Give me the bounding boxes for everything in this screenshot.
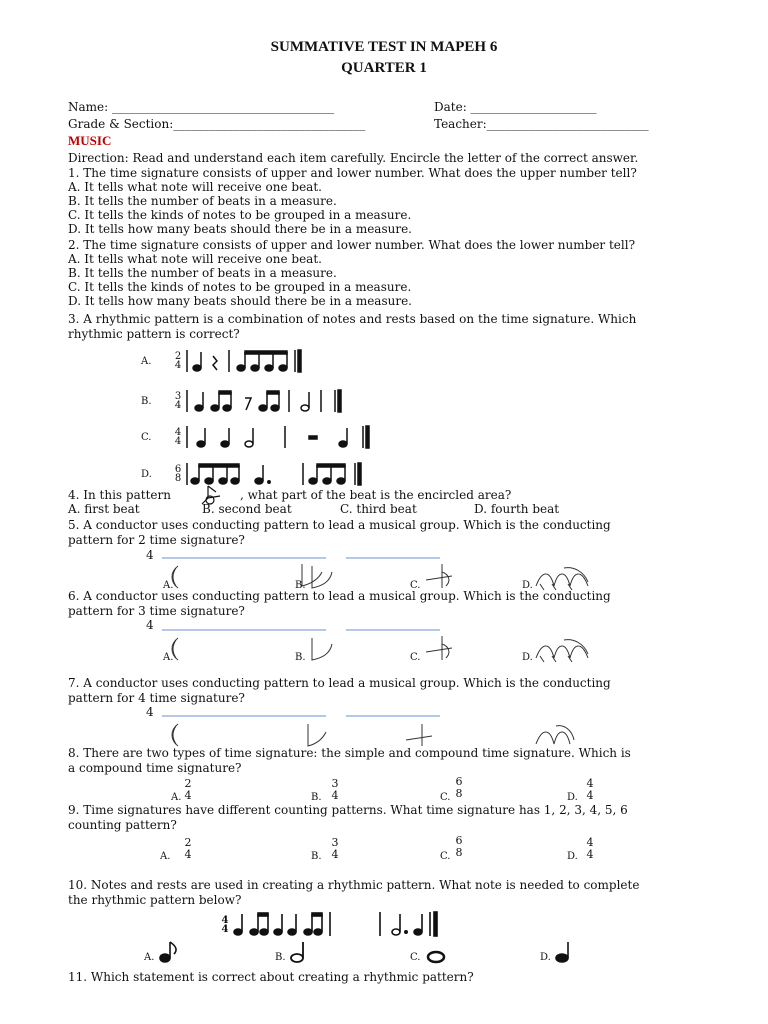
q6-option-b[interactable]: B.: [295, 652, 306, 663]
question-9: 9. Time signatures have different counting patterns. What time signature has 1, 2, 3, 4, 5, 6: [68, 803, 628, 817]
question-6: 6. A conductor uses conducting pattern to lead a musical group. Which is the conducting: [68, 589, 611, 603]
q7-four: 4: [146, 705, 154, 719]
q5-option-c[interactable]: C.: [410, 580, 421, 591]
page-subtitle: QUARTER 1: [341, 60, 427, 76]
q5-option-d[interactable]: D.: [522, 580, 533, 591]
question-5: 5. A conductor uses conducting pattern to lead a musical group. Which is the conducting: [68, 518, 611, 532]
section-heading: MUSIC: [68, 133, 112, 148]
q5-option-b[interactable]: B.: [295, 580, 306, 591]
q10-option-b[interactable]: B.: [275, 952, 286, 963]
q3-a-time-signature: 2 4: [174, 351, 182, 371]
question-4: 4. In this pattern: [68, 488, 171, 502]
q6-c-conducting-icon: [422, 634, 458, 664]
q3-b-time-signature: 3 4: [174, 391, 182, 411]
q8-a-time-signature: 2 4: [184, 777, 192, 802]
q3-option-b[interactable]: B.: [141, 396, 152, 407]
question-10-cont: the rhythmic pattern below?: [68, 893, 242, 907]
q8-option-c[interactable]: C.: [440, 792, 451, 803]
q1-option-c[interactable]: C. It tells the kinds of notes to be grouped in a measure.: [68, 208, 412, 222]
q4-option-b[interactable]: B. second beat: [202, 502, 292, 516]
q3-b-rhythm-icon: [185, 388, 365, 414]
q3-option-a[interactable]: A.: [141, 356, 152, 367]
q1-option-d[interactable]: D. It tells how many beats should there be in a measure.: [68, 222, 412, 236]
question-1: 1. The time signature consists of upper and lower number. What does the upper number tell?: [68, 166, 637, 180]
quarter-note-icon: [554, 940, 578, 964]
question-10: 10. Notes and rests are used in creating a rhythmic pattern. What note is needed to complete: [68, 878, 640, 892]
q4-option-d[interactable]: D. fourth beat: [474, 502, 560, 516]
question-8-cont: a compound time signature?: [68, 761, 242, 775]
q6-option-a[interactable]: A.: [163, 652, 174, 663]
q3-c-rhythm-icon: [185, 424, 385, 450]
q3-a-rhythm-icon: [185, 348, 335, 374]
q5-option-a[interactable]: A.: [163, 580, 174, 591]
question-3: 3. A rhythmic pattern is a combination of notes and rests based on the time signature. Which: [68, 312, 637, 326]
q9-option-c[interactable]: C.: [440, 851, 451, 862]
q5-four: 4: [146, 548, 154, 562]
q10-option-d[interactable]: D.: [540, 952, 551, 963]
q9-option-a[interactable]: A.: [160, 851, 171, 862]
q9-c-time-signature: 6 8: [455, 834, 463, 859]
q8-d-time-signature: 4 4: [586, 777, 594, 802]
q6-option-d[interactable]: D.: [522, 652, 533, 663]
q8-b-time-signature: 3 4: [331, 777, 339, 802]
question-3-cont: rhythmic pattern is correct?: [68, 327, 240, 341]
q3-option-c[interactable]: C.: [141, 432, 152, 443]
name-field[interactable]: Name: _____________________________________: [68, 100, 334, 114]
q6-d-conducting-icon: [534, 636, 594, 664]
question-6-cont: pattern for 3 time signature?: [68, 604, 245, 618]
q4-option-c[interactable]: C. third beat: [340, 502, 417, 516]
question-9-cont: counting pattern?: [68, 818, 177, 832]
q9-a-time-signature: 2 4: [184, 836, 192, 861]
q9-b-time-signature: 3 4: [331, 836, 339, 861]
q10-option-c[interactable]: C.: [410, 952, 421, 963]
question-4-cont: , what part of the beat is the encircled area?: [240, 488, 512, 502]
q3-d-time-signature: 6 8: [174, 464, 182, 484]
q1-option-a[interactable]: A. It tells what note will receive one beat.: [68, 180, 322, 194]
date-field[interactable]: Date: _____________________: [434, 100, 597, 114]
q8-c-time-signature: 6 8: [455, 775, 463, 800]
q9-option-b[interactable]: B.: [311, 851, 322, 862]
q2-option-b[interactable]: B. It tells the number of beats in a measure.: [68, 266, 337, 280]
page-title: SUMMATIVE TEST IN MAPEH 6: [270, 39, 498, 55]
q10-rhythm-icon: [232, 910, 452, 938]
q9-option-d[interactable]: D.: [567, 851, 578, 862]
q5-b-conducting-icon: [308, 564, 336, 592]
eighth-note-icon: [158, 940, 182, 964]
question-5-cont: pattern for 2 time signature?: [68, 533, 245, 547]
q5-d-conducting-icon: [534, 564, 594, 592]
q10-time-signature: 4 4: [221, 915, 229, 935]
q4-option-a[interactable]: A. first beat: [68, 502, 140, 516]
q5-c-conducting-icon: [422, 562, 458, 592]
q6-four: 4: [146, 618, 154, 632]
question-8: 8. There are two types of time signature: the simple and compound time signature. Which is: [68, 746, 631, 760]
grade-section-field[interactable]: Grade & Section:________________________________: [68, 117, 366, 131]
q6-b-conducting-icon: [308, 636, 336, 664]
q2-option-c[interactable]: C. It tells the kinds of notes to be grouped in a measure.: [68, 280, 412, 294]
whole-note-icon: [426, 950, 450, 964]
q3-option-d[interactable]: D.: [141, 469, 152, 480]
question-7: 7. A conductor uses conducting pattern to lead a musical group. Which is the conducting: [68, 676, 611, 690]
question-11: 11. Which statement is correct about creating a rhythmic pattern?: [68, 970, 474, 984]
q1-option-b[interactable]: B. It tells the number of beats in a measure.: [68, 194, 337, 208]
q8-option-d[interactable]: D.: [567, 792, 578, 803]
question-2: 2. The time signature consists of upper and lower number. What does the lower number tell?: [68, 238, 635, 252]
q8-option-a[interactable]: A.: [171, 792, 182, 803]
q6-option-c[interactable]: C.: [410, 652, 421, 663]
q10-option-a[interactable]: A.: [144, 952, 155, 963]
q7-conducting-patterns-icon: [160, 710, 580, 750]
q9-d-time-signature: 4 4: [586, 836, 594, 861]
q8-option-b[interactable]: B.: [311, 792, 322, 803]
teacher-field[interactable]: Teacher:___________________________: [434, 117, 649, 131]
directions: Direction: Read and understand each item carefully. Encircle the letter of the correct answer.: [68, 151, 639, 165]
half-note-icon: [289, 940, 313, 964]
q2-option-d[interactable]: D. It tells how many beats should there be in a measure.: [68, 294, 412, 308]
q3-c-time-signature: 4 4: [174, 427, 182, 447]
question-7-cont: pattern for 4 time signature?: [68, 691, 245, 705]
q2-option-a[interactable]: A. It tells what note will receive one beat.: [68, 252, 322, 266]
